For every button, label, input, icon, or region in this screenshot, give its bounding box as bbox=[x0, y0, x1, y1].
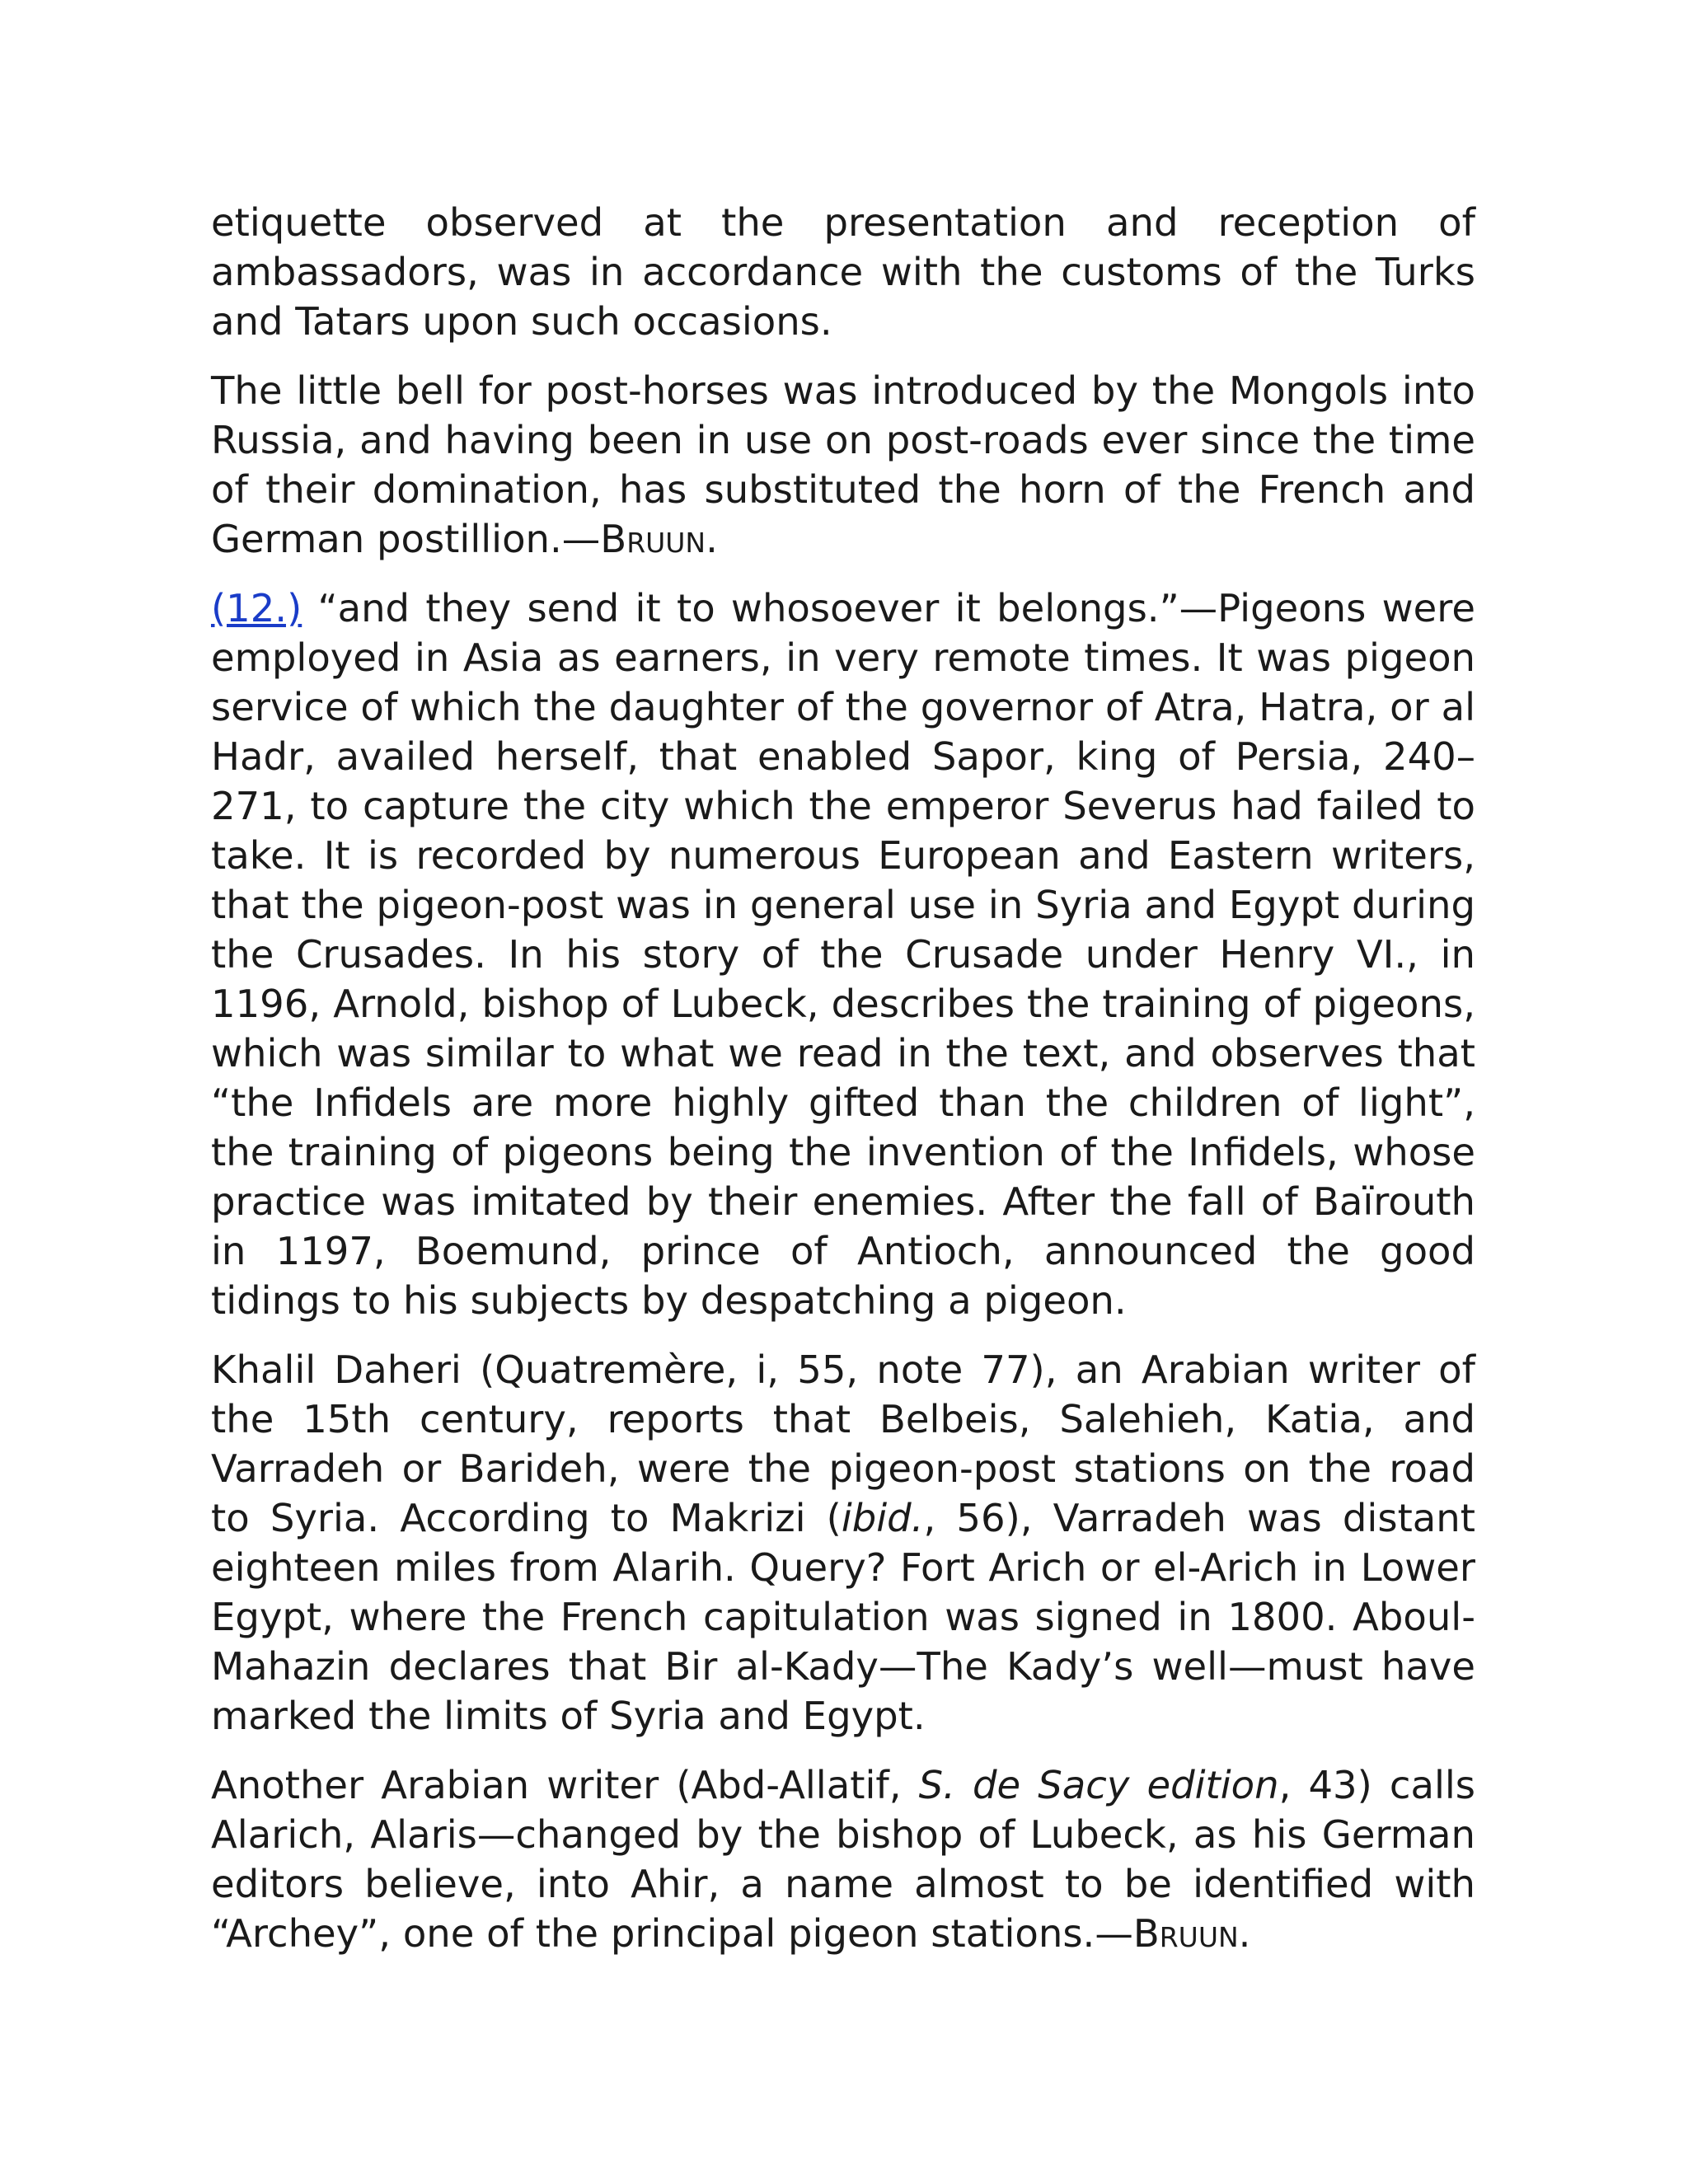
paragraph-text: Another Arabian writer (Abd-Allatif, bbox=[211, 1763, 919, 1807]
paragraph-text: The little bell for post-horses was introduced by the Mongols into Russia, and having been in use on post-roads ever since the time of their domination, has substituted the horn of the French and German postillion.— bbox=[211, 368, 1475, 561]
paragraph-text-continued: , 43) calls Alarich, Alaris—changed by the bishop of Lubeck, as his German editors believe, into Ahir, a name almost to be identified with “Archey”, one of the principal pigeon stations.— bbox=[211, 1763, 1476, 1956]
document-page bbox=[211, 198, 1475, 1978]
author-signature: Bruun bbox=[600, 517, 706, 561]
paragraph-text: etiquette observed at the presentation and reception of ambassadors, was in accordance with the customs of the Turks and Tatars upon such occasions. bbox=[211, 200, 1475, 344]
paragraph-khalil-daheri bbox=[211, 1345, 1475, 1741]
paragraph-post-bell bbox=[211, 366, 1475, 564]
paragraph-abd-allatif bbox=[211, 1760, 1475, 1958]
paragraph-text-continued: , 56), Varradeh was distant eighteen miles from Alarih. Query? Fort Arich or el-Arich in Lower Egypt, where the French capitulation was signed in 1800. Aboul-Mahazin declares that Bir al-Kady—The Kady’s well—must have marked the limits of Syria and Egypt. bbox=[211, 1496, 1475, 1738]
italic-citation: S. de Sacy edition bbox=[918, 1763, 1279, 1807]
paragraph-text: Khalil Daheri (Quatremère, i, 55, note 77), an Arabian writer of the 15th century, reports that Belbeis, Salehieh, Katia, and Varradeh or Barideh, were the pigeon-post stations on the road to Syria. According to Makrizi ( bbox=[211, 1347, 1475, 1540]
paragraph-text-end: . bbox=[706, 517, 718, 561]
paragraph-text: “and they send it to whosoever it belongs.”—Pigeons were employed in Asia as earners, in very remote times. It was pigeon service of which the daughter of the governor of Atra, Hatra, or al Hadr, availed herself, that enabled Sapor, king of Persia, 240–271, to capture the city which the emperor Severus had failed to take. It is recorded by numerous European and Eastern writers, that the pigeon-post was in general use in Syria and Egypt during the Crusades. In his story of the Crusade under Henry VI., in 1196, Arnold, bishop of Lubeck, describes the training of pigeons, which was similar to what we read in the text, and observes that “the Infidels are more highly gifted than the children of light”, the training of pigeons being the invention of the Infidels, whose practice was imitated by their enemies. After the fall of Baïrouth in 1197, Boemund, prince of Antioch, announced the good tidings to his subjects by despatching a pigeon. bbox=[211, 586, 1475, 1323]
paragraph-text-end: . bbox=[1238, 1911, 1251, 1956]
author-signature: Bruun bbox=[1132, 1911, 1239, 1956]
paragraph-pigeons bbox=[211, 583, 1475, 1325]
footnote-reference-link[interactable]: (12.) bbox=[211, 586, 302, 630]
paragraph-etiquette bbox=[211, 198, 1475, 346]
italic-citation: ibid. bbox=[841, 1496, 924, 1540]
